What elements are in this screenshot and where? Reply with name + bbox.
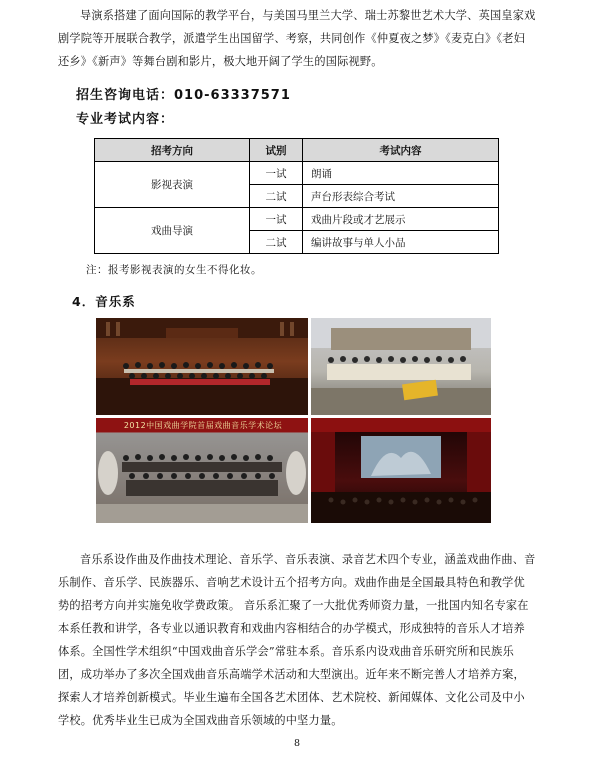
table-header-row [95, 139, 499, 162]
table-header-round: 试别 [250, 139, 303, 162]
consult-phone-heading: 招生咨询电话：010-63337571 [76, 88, 291, 103]
music-department-heading: 4．音乐系 [72, 294, 136, 309]
table-cell-direction: 影视表演 [95, 162, 250, 208]
intro-paragraph: 导演系搭建了面向国际的教学平台，与美国马里兰大学、瑞士苏黎世艺术大学、英国皇家戏剧学院等开展联合教学，派遣学生出国留学、考察，共同创作《仲夏夜之梦》《麦克白》《老妇还乡》《新声》等舞台剧和影片，极大地开阔了学生的国际视野。 [58, 9, 536, 68]
table-cell-round: 二试 [250, 185, 303, 208]
makeup-note: 注：报考影视表演的女生不得化妆。 [86, 264, 262, 276]
concert-hall-illustration [96, 318, 308, 415]
stage-performance-illustration [311, 418, 491, 523]
exam-content-heading: 专业考试内容： [76, 112, 175, 127]
music-department-paragraph: 音乐系设作曲及作曲技术理论、音乐学、音乐表演、录音艺术四个专业，涵盖戏曲作曲、音乐制作、音乐学、民族器乐、音响艺术设计五个招考方向。戏曲作曲是全国最具特色和教学优势的招考方向并实施免收学费政策。 音乐系汇聚了一大批优秀师资力量，一批国内知名专家在本系任教和讲学，各专业以通识教育和戏曲内容相结合的办学模式，形成独特的音乐人才培养体系。全国性学术组织“中国戏曲音乐学会”常驻本系。音乐系内设戏曲音乐研究所和民族乐团，成功举办了多次全国戏曲音乐高端学术活动和大型演出。近年来不断完善人才培养方案，探索人才培养创新模式。毕业生遍布全国各艺术团体、艺术院校、新闻媒体、文化公司及中小学校。优秀毕业生已成为全国戏曲音乐领域的中坚力量。 [58, 553, 536, 727]
table-cell-round: 一试 [250, 162, 303, 185]
exam-table [94, 138, 499, 254]
table-cell-round: 二试 [250, 231, 303, 254]
table-cell-content: 声台形表综合考试 [303, 185, 499, 208]
forum-banner-text: 2012中国戏曲学院首届戏曲音乐学术论坛 [123, 421, 283, 430]
table-row [95, 162, 499, 185]
page-number: 8 [293, 738, 301, 749]
table-cell-content: 朗诵 [303, 162, 499, 185]
photo-music-forum-group [96, 418, 308, 523]
table-row [95, 208, 499, 231]
photo-stage-performance [311, 418, 491, 523]
table-cell-round: 一试 [250, 208, 303, 231]
table-cell-content: 编讲故事与单人小品 [303, 231, 499, 254]
table-cell-direction: 戏曲导演 [95, 208, 250, 254]
photo-outdoor-group [311, 318, 491, 415]
table-header-content: 考试内容 [303, 139, 499, 162]
photo-concert-hall-group [96, 318, 308, 415]
table-header-direction: 招考方向 [95, 139, 250, 162]
outdoor-group-illustration [311, 318, 491, 415]
table-cell-content: 戏曲片段或才艺展示 [303, 208, 499, 231]
forum-group-illustration [96, 418, 308, 523]
